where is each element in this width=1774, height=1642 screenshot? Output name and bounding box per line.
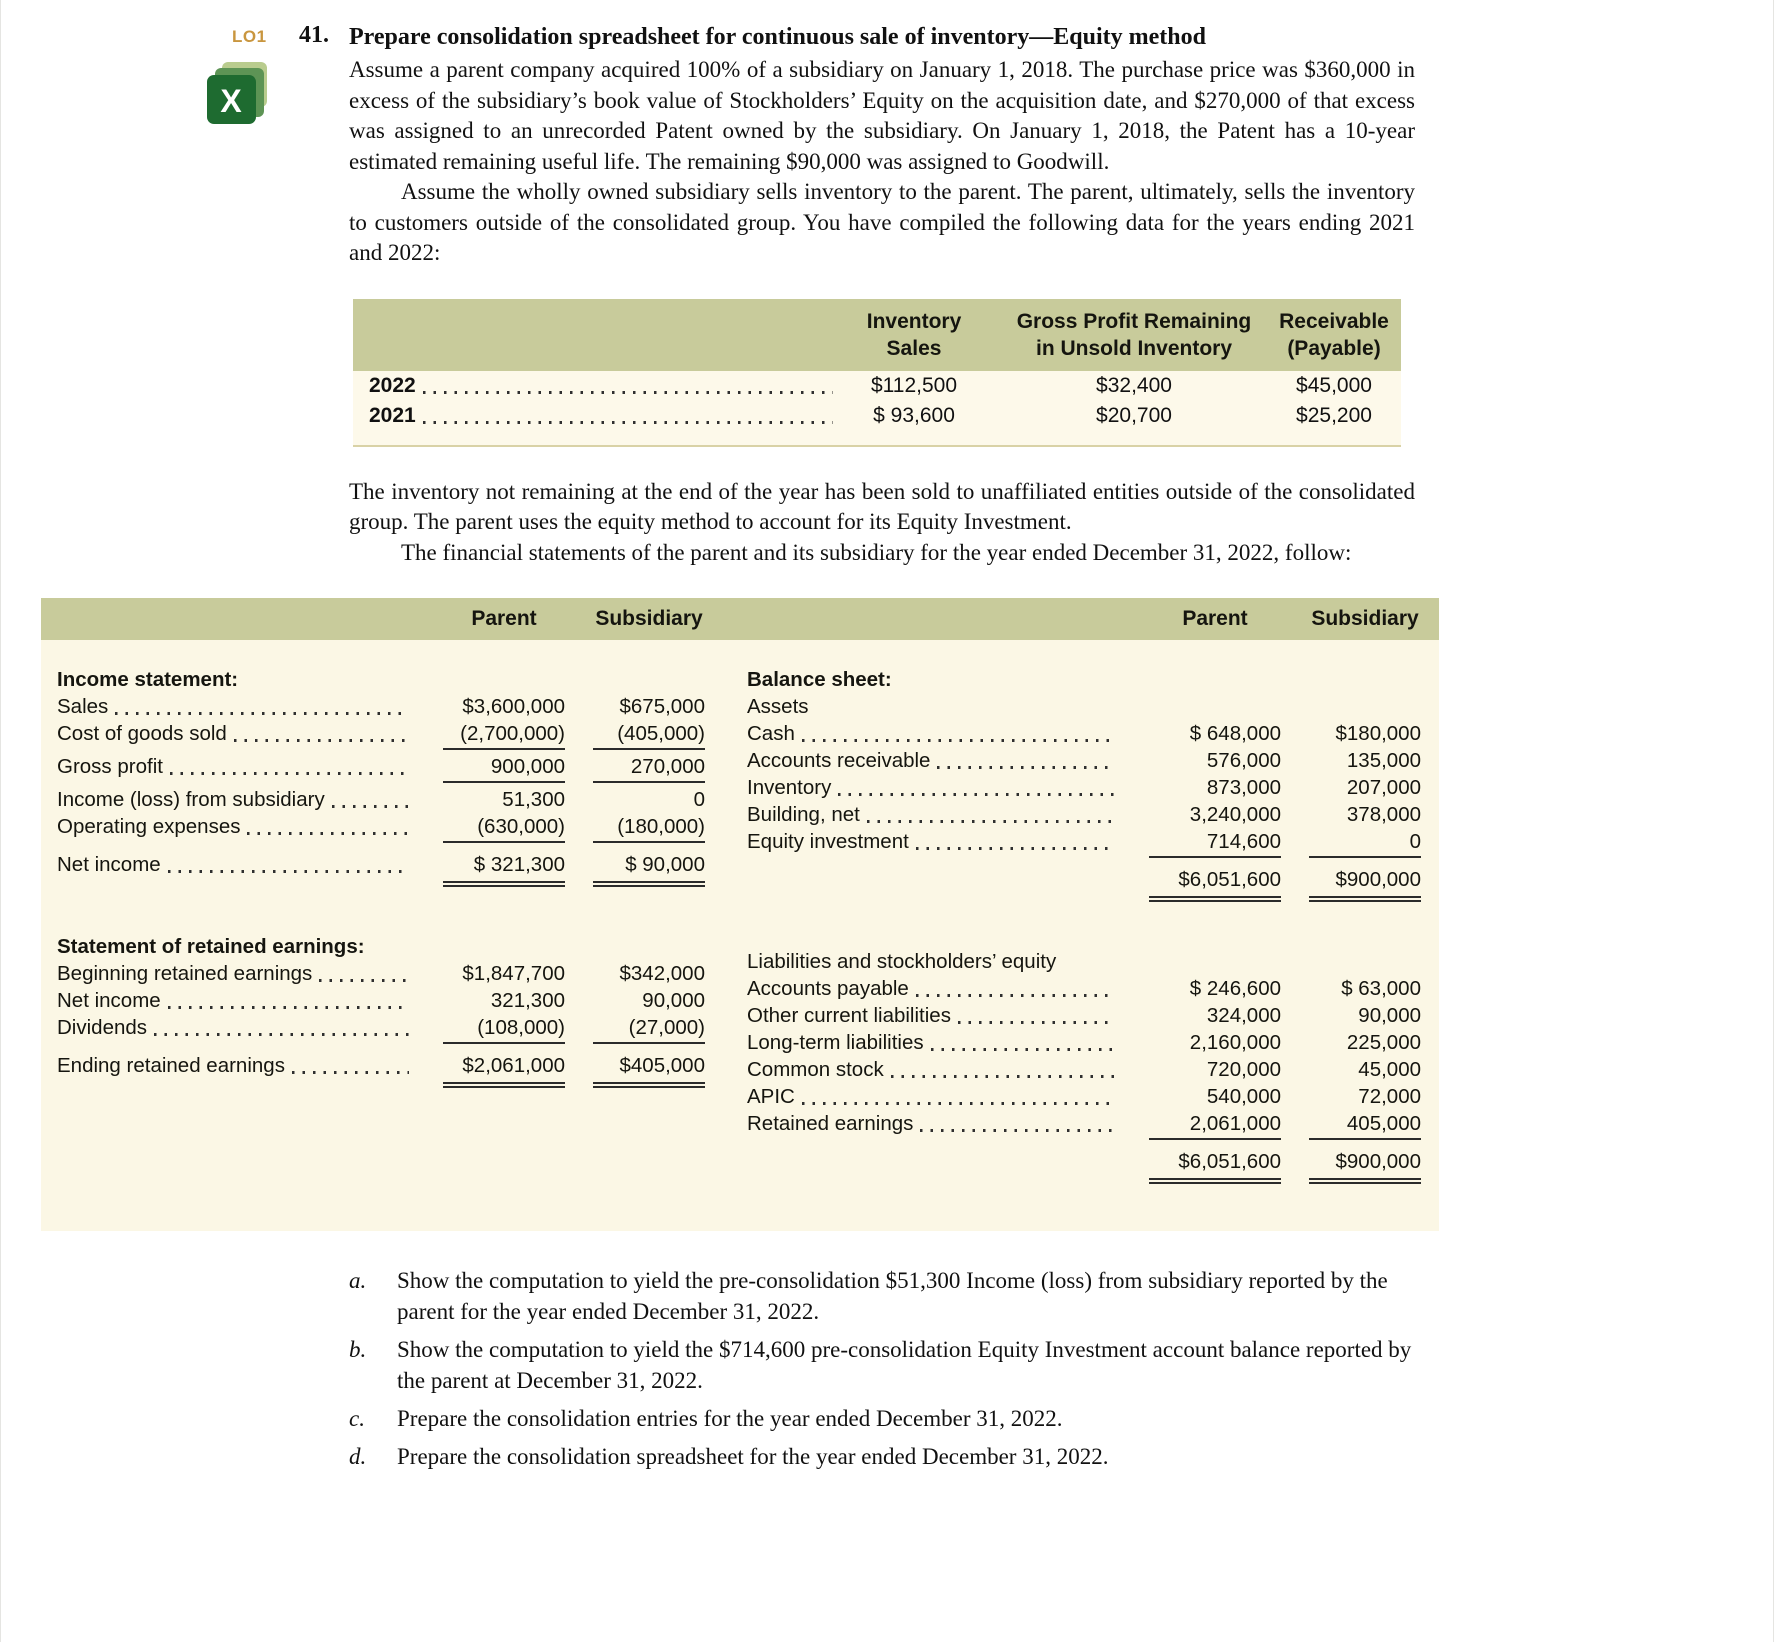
liabilities-total-row (747, 1150, 1421, 1184)
parent-value: 873,000 (1206, 776, 1281, 799)
question-list (349, 1265, 1419, 1472)
statement-row: Income (loss) from subsidiary 51,300 0 (57, 788, 705, 811)
statement-total-row: Net income $ 321,300 $ 90,000 (57, 853, 705, 887)
header-spacer (57, 607, 415, 631)
retained-earnings-title: Statement of retained earnings: (57, 935, 365, 958)
right-parent-header: Parent (1182, 607, 1248, 630)
subsidiary-value: $900,000 (1309, 868, 1421, 902)
problem-title (299, 22, 1415, 52)
parent-value: 2,061,000 (1149, 1112, 1281, 1140)
left-parent-header: Parent (471, 607, 537, 630)
receivable-value: $25,200 (1296, 403, 1372, 427)
statement-row: Operating expenses (630,000) (180,000) (57, 815, 705, 845)
subsidiary-value: 45,000 (1358, 1058, 1421, 1081)
statement-row: Inventory 873,000 207,000 (747, 776, 1421, 799)
left-subsidiary-header: Subsidiary (595, 607, 703, 630)
question-d (349, 1441, 1419, 1472)
problem-title-text: Prepare consolidation spreadsheet for continuous sale of inventory—Equity method (349, 24, 1206, 50)
inventory-sales-value: $112,500 (870, 373, 958, 397)
table-row-2021 (353, 401, 1401, 431)
dot-leader (802, 739, 1115, 742)
question-letter: b. (349, 1337, 367, 1362)
statement-row: Sales $3,600,000 $675,000 (57, 695, 705, 718)
statement-row: Common stock 720,000 45,000 (747, 1058, 1421, 1081)
financial-statements-table (41, 598, 1439, 1231)
balance-sheet-title: Balance sheet: (747, 668, 892, 691)
statement-row: Gross profit 900,000 270,000 (57, 755, 705, 785)
parent-value: $ 246,600 (1189, 977, 1281, 1000)
dot-leader (234, 739, 409, 742)
intro-paragraph-3: The inventory not remaining at the end of the year has been sold to unaffiliated entities outside of the consolidated group. The parent uses the equity method to account for its Equity Investment. (349, 478, 1415, 534)
inventory-sales-value: $ 93,600 (873, 403, 955, 427)
question-text: Prepare the consolidation spreadsheet for the year ended December 31, 2022. (397, 1444, 1109, 1469)
statement-row: Other current liabilities 324,000 90,000 (747, 1004, 1421, 1027)
parent-value: 540,000 (1206, 1085, 1281, 1108)
gross-profit-value: $32,400 (1096, 373, 1172, 397)
subsidiary-value: 207,000 (1346, 776, 1421, 799)
parent-value: 576,000 (1206, 749, 1281, 772)
parent-value: $ 321,300 (443, 853, 565, 887)
dot-leader (319, 979, 409, 982)
subsidiary-value: 0 (693, 788, 705, 811)
middle-text (349, 477, 1415, 569)
header-gross-profit-remaining: Gross Profit Remaining in Unsold Inventory (1016, 309, 1252, 360)
question-text: Show the computation to yield the $714,600 pre-consolidation Equity Investment account balance reported by the parent at December 31, 2022. (397, 1337, 1412, 1393)
statement-row: Accounts receivable 576,000 135,000 (747, 749, 1421, 772)
assets-total-row (747, 868, 1421, 902)
intro-paragraph-4: The financial statements of the parent and its subsidiary for the year ended December 31, 2022, follow: (401, 539, 1352, 565)
income-statement-section (57, 668, 705, 1187)
question-a (349, 1265, 1419, 1327)
excel-icon (205, 62, 269, 126)
header-inventory-sales: Inventory Sales (866, 309, 962, 360)
statement-row: Equity investment 714,600 0 (747, 830, 1421, 860)
year-label: 2022 (369, 373, 416, 397)
subsidiary-value: $675,000 (619, 695, 705, 718)
parent-value: $2,061,000 (443, 1054, 565, 1088)
question-c (349, 1403, 1419, 1434)
subsidiary-value: 135,000 (1346, 749, 1421, 772)
parent-value: 714,600 (1149, 830, 1281, 858)
parent-value: $3,600,000 (462, 695, 565, 718)
subsidiary-value: $180,000 (1335, 722, 1421, 745)
dot-leader (423, 391, 833, 394)
parent-value: (630,000) (443, 815, 565, 843)
inventory-data-table (353, 299, 1401, 447)
parent-value: 900,000 (443, 755, 565, 783)
dot-leader (916, 994, 1115, 997)
svg-text:X: X (220, 83, 242, 119)
subsidiary-value: $ 90,000 (593, 853, 705, 887)
parent-value: $6,051,600 (1149, 1150, 1281, 1184)
problem-number: 41. (299, 22, 329, 48)
dot-leader (916, 847, 1115, 850)
parent-value: 324,000 (1206, 1004, 1281, 1027)
dot-leader (170, 772, 409, 775)
gross-profit-value: $20,700 (1096, 403, 1172, 427)
parent-value: $1,847,700 (462, 962, 565, 985)
subsidiary-value: (27,000) (593, 1016, 705, 1044)
subsidiary-value: $900,000 (1309, 1150, 1421, 1184)
dot-leader (802, 1102, 1115, 1105)
header-receivable-payable: Receivable (Payable) (1279, 309, 1389, 360)
dot-leader (423, 421, 833, 424)
dot-leader (838, 793, 1115, 796)
dot-leader (292, 1071, 409, 1074)
statement-row: Cash $ 648,000 $180,000 (747, 722, 1421, 745)
dot-leader (867, 820, 1115, 823)
subsidiary-value: (180,000) (593, 815, 705, 843)
dot-leader (168, 870, 409, 873)
question-letter: a. (349, 1268, 367, 1293)
problem-intro (299, 22, 1415, 269)
dot-leader (958, 1021, 1115, 1024)
subsidiary-value: (405,000) (593, 722, 705, 750)
dot-leader (891, 1075, 1115, 1078)
subsidiary-value: 405,000 (1309, 1112, 1421, 1140)
parent-value: 321,300 (490, 989, 565, 1012)
inventory-table-header (353, 299, 1401, 371)
question-text: Show the computation to yield the pre-consolidation $51,300 Income (loss) from subsidiary reported by the parent for the year ended December 31, 2022. (397, 1268, 1388, 1324)
statement-row: Long-term liabilities 2,160,000 225,000 (747, 1031, 1421, 1054)
question-letter: c. (349, 1406, 365, 1431)
year-label: 2021 (369, 403, 416, 427)
dot-leader (168, 1006, 409, 1009)
parent-value: 2,160,000 (1189, 1031, 1281, 1054)
intro-paragraph-1: Assume a parent company acquired 100% of a subsidiary on January 1, 2018. The purchase price was $360,000 in excess of the subsidiary’s book value of Stockholders’ Equity on the acquisition date, and $270,000 of that excess was assigned to an unrecorded Patent owned by the subsidiary. On January 1, 2018, the Patent has a 10-year estimated remaining useful life. The remaining $90,000 was assigned to Goodwill. (349, 57, 1415, 174)
dot-leader (920, 1129, 1115, 1132)
statement-row: Cost of goods sold (2,700,000) (405,000) (57, 722, 705, 752)
dot-leader (154, 1033, 409, 1036)
subsidiary-value: $405,000 (593, 1054, 705, 1088)
statement-row: Retained earnings 2,061,000 405,000 (747, 1112, 1421, 1142)
right-subsidiary-header: Subsidiary (1311, 607, 1419, 630)
question-text: Prepare the consolidation entries for the year ended December 31, 2022. (397, 1406, 1063, 1431)
income-statement-title: Income statement: (57, 668, 239, 691)
parent-value: $6,051,600 (1149, 868, 1281, 902)
parent-value: 3,240,000 (1189, 803, 1281, 826)
parent-value: (2,700,000) (443, 722, 565, 750)
dot-leader (115, 712, 409, 715)
intro-paragraph-2: Assume the wholly owned subsidiary sells inventory to the parent. The parent, ultimately, sells the inventory to customers outside of the consolidated group. You have compiled the following data for the years ending 2021 and 2022: (349, 179, 1415, 265)
parent-value: $ 648,000 (1189, 722, 1281, 745)
question-letter: d. (349, 1444, 367, 1469)
parent-value: (108,000) (443, 1016, 565, 1044)
subsidiary-value: 72,000 (1358, 1085, 1421, 1108)
balance-sheet-section (747, 668, 1421, 1187)
parent-value: 51,300 (502, 788, 565, 811)
subsidiary-value: 90,000 (642, 989, 705, 1012)
subsidiary-value: $342,000 (619, 962, 705, 985)
subsidiary-value: $ 63,000 (1341, 977, 1421, 1000)
dot-leader (931, 1048, 1115, 1051)
subsidiary-value: 270,000 (593, 755, 705, 783)
table-row-2022 (353, 371, 1401, 401)
statement-row: Dividends (108,000) (27,000) (57, 1016, 705, 1046)
statement-row: Accounts payable $ 246,600 $ 63,000 (747, 977, 1421, 1000)
receivable-value: $45,000 (1296, 373, 1372, 397)
parent-value: 720,000 (1206, 1058, 1281, 1081)
dot-leader (247, 832, 409, 835)
statement-row: Net income 321,300 90,000 (57, 989, 705, 1012)
financial-table-header (41, 598, 1439, 640)
statement-total-row: Ending retained earnings $2,061,000 $405,000 (57, 1054, 705, 1088)
statement-row: Building, net 3,240,000 378,000 (747, 803, 1421, 826)
header-spacer (747, 607, 1121, 631)
statement-row: APIC 540,000 72,000 (747, 1085, 1421, 1108)
subsidiary-value: 0 (1309, 830, 1421, 858)
subsidiary-value: 225,000 (1346, 1031, 1421, 1054)
assets-label: Assets (747, 695, 809, 718)
dot-leader (937, 766, 1115, 769)
subsidiary-value: 90,000 (1358, 1004, 1421, 1027)
question-b (349, 1334, 1419, 1396)
lo-label: LO1 (232, 27, 267, 46)
statement-row: Beginning retained earnings $1,847,700 $342,000 (57, 962, 705, 985)
header-spacer (369, 308, 839, 362)
subsidiary-value: 378,000 (1346, 803, 1421, 826)
liabilities-label: Liabilities and stockholders’ equity (747, 950, 1057, 973)
dot-leader (332, 805, 409, 808)
